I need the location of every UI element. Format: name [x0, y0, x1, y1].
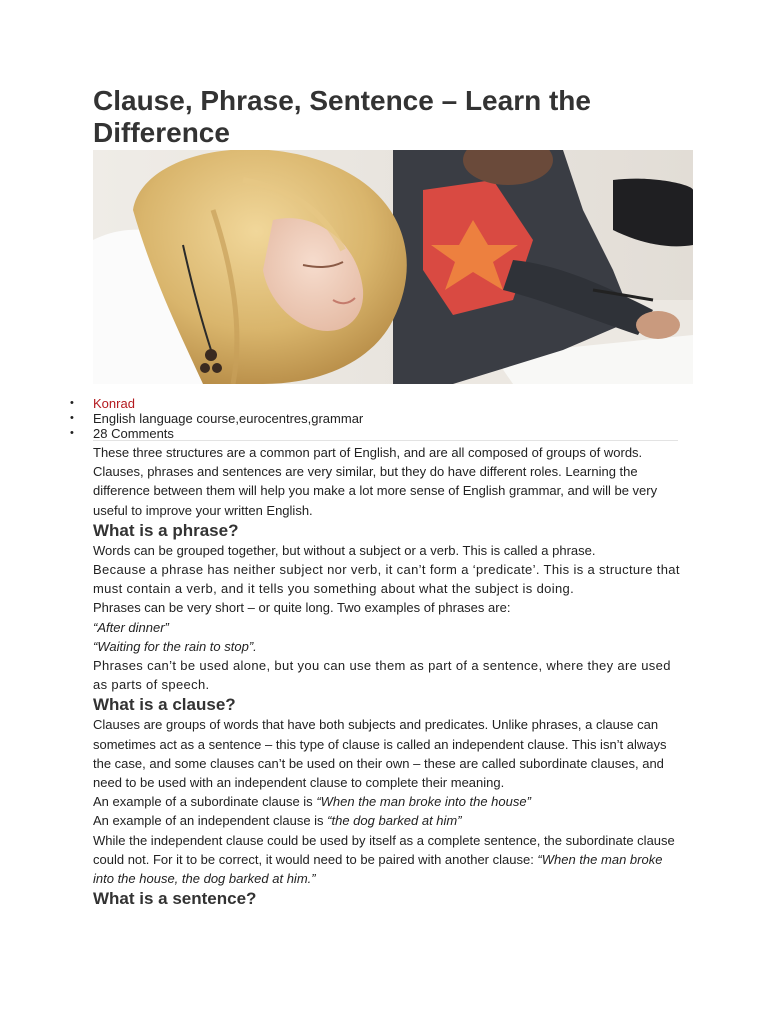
students-photo-illustration [93, 150, 693, 384]
phrase-paragraph-3: Phrases can be very short – or quite long. Two examples of phrases are: [93, 600, 511, 616]
phrase-heading: What is a phrase? [93, 520, 239, 540]
meta-comments-item [70, 426, 680, 441]
clause-heading: What is a clause? [93, 695, 236, 715]
categories-text[interactable]: English language course,eurocentres,grammar [93, 411, 364, 426]
clause-example-1-line [93, 792, 683, 811]
phrase-paragraph-1: Words can be grouped together, but without a subject or a verb. This is called a phrase. [93, 542, 596, 558]
article-photo [93, 150, 693, 384]
phrase-example-2: “Waiting for the rain to stop”. [93, 638, 257, 654]
sentence-heading: What is a sentence? [93, 889, 257, 909]
clause-example-2-lead: An example of an independent clause is [93, 813, 328, 829]
comments-count[interactable]: 28 Comments [93, 426, 174, 441]
clause-paragraph-2-lead: While the independent clause could be used by itself as a complete sentence, the subordinate clause could not. For it to be correct, it would need to be paired with another clause: [93, 832, 675, 867]
article-title: Clause, Phrase, Sentence – Learn the Difference [93, 85, 591, 148]
meta-author-item [70, 396, 680, 411]
intro-paragraph: These three structures are a common part of English, and are all composed of groups of words. Clauses, phrases and sentences are very similar, but they do have different roles. Learning the difference between them will help you make a lot more sense of English grammar, and will be very useful to improve your written English. [93, 445, 658, 518]
divider [93, 440, 678, 441]
bullet-icon: • [70, 412, 74, 424]
post-meta-list [70, 396, 680, 441]
phrase-paragraph-2: Because a phrase has neither subject nor verb, it can’t form a ‘predicate’. This is a structure that must contain a verb, and it tells you something about what the subject is doing. [93, 562, 680, 597]
phrase-paragraph-4: Phrases can’t be used alone, but you can use them as part of a sentence, where they are used as parts of speech. [93, 658, 671, 693]
clause-example-2: “the dog barked at him” [327, 813, 462, 829]
clause-paragraph-2-example: “When the man broke into the house, the dog barked at him.” [93, 851, 663, 887]
author-link[interactable]: Konrad [93, 396, 135, 411]
article-body [93, 443, 683, 909]
clause-example-1: “When the man broke into the house” [316, 794, 531, 810]
meta-categories-item [70, 411, 680, 426]
clause-paragraph-2 [93, 831, 683, 889]
clause-example-2-line [93, 811, 683, 830]
bullet-icon: • [70, 397, 74, 409]
clause-example-1-lead: An example of a subordinate clause is [93, 794, 317, 810]
clause-paragraph-1: Clauses are groups of words that have both subjects and predicates. Unlike phrases, a clause can sometimes act as a sentence – this type of clause is called an independent clause. This isn’t always the case, and some clauses can’t be used on their own – these are called subordinate clauses, and need to be used with an independent clause to complete their meaning. [93, 717, 667, 791]
bullet-icon: • [70, 427, 74, 439]
phrase-example-1: “After dinner” [93, 619, 169, 635]
